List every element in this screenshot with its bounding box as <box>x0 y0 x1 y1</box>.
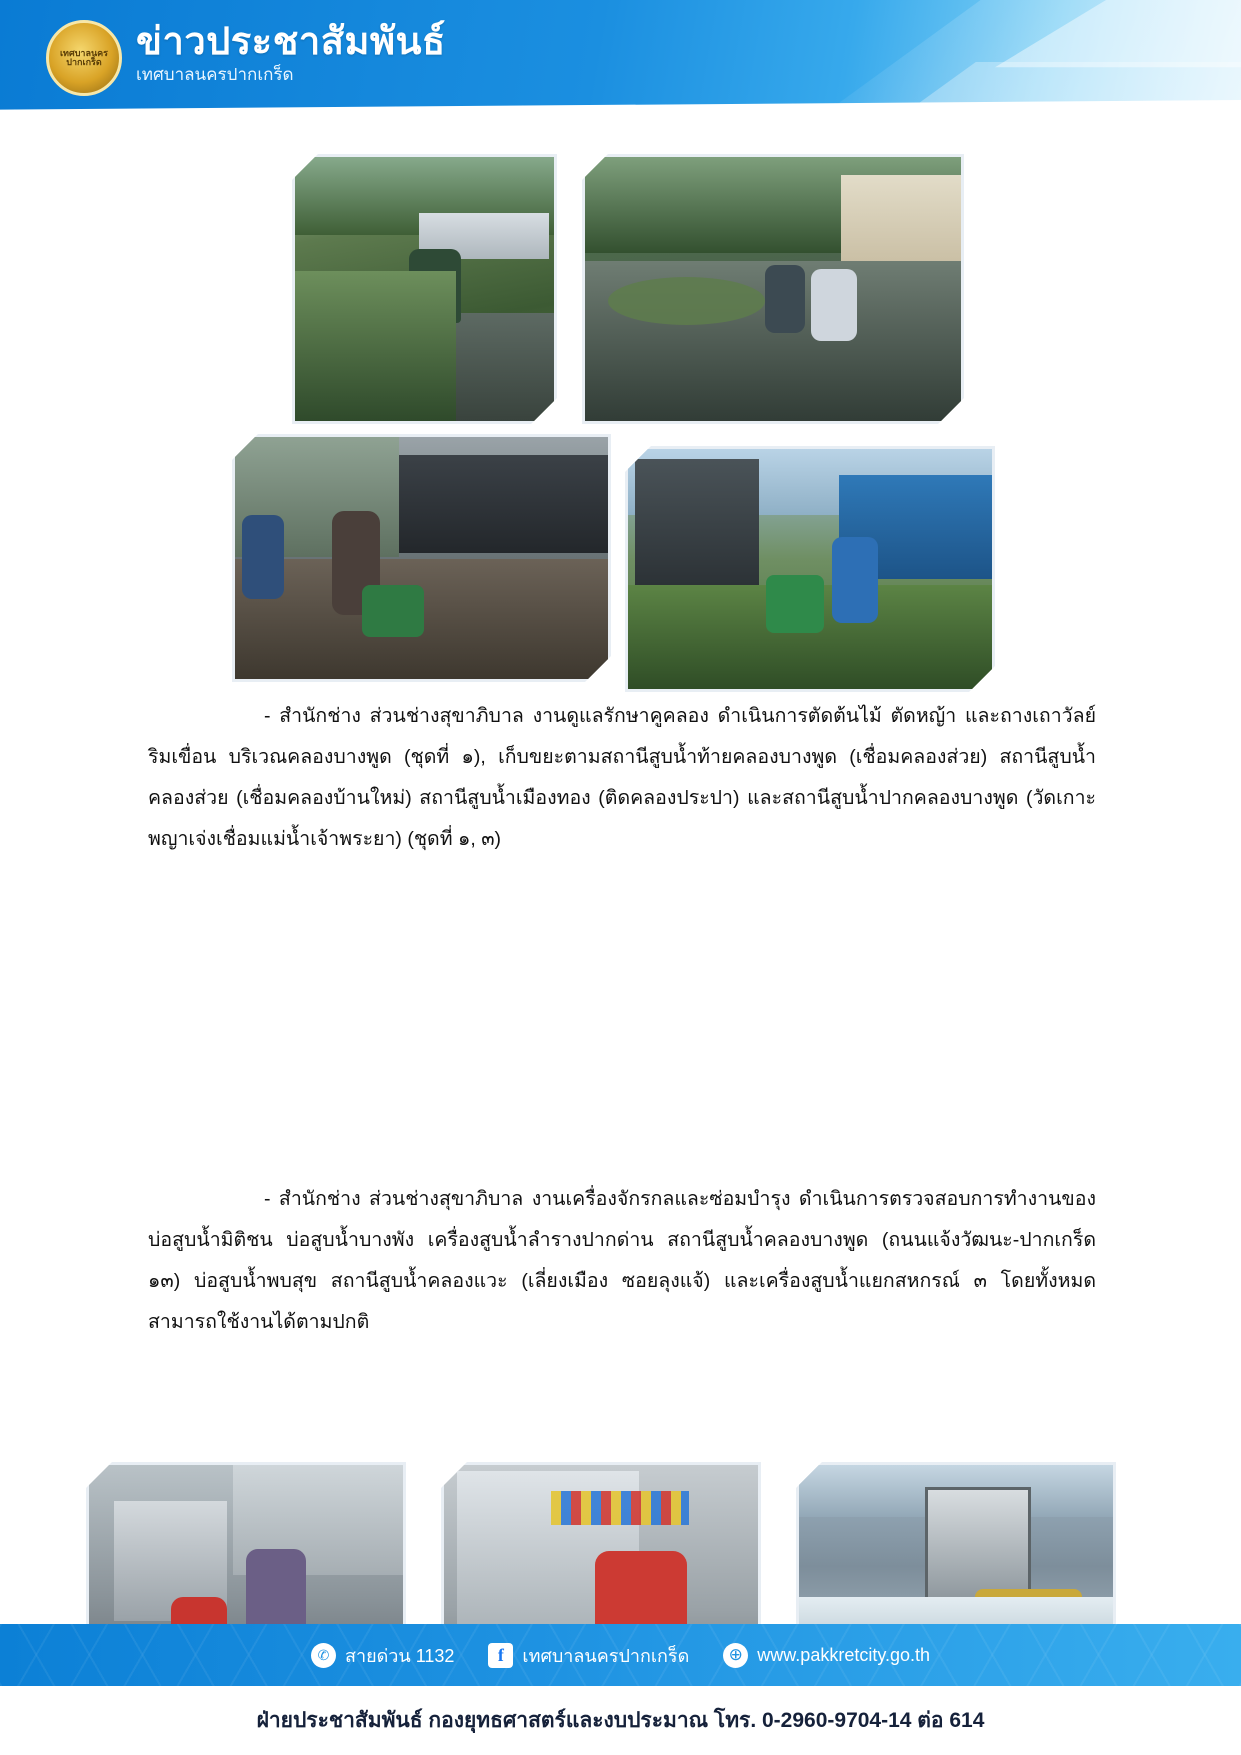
footer-facebook-label: เทศบาลนครปากเกร็ด <box>522 1645 690 1666</box>
photo-caption <box>585 402 961 417</box>
photo-worker-blue-shirt <box>832 537 878 623</box>
footer-hotline-label: สายด่วน 1132 <box>344 1645 455 1666</box>
facebook-icon: f <box>488 1643 513 1668</box>
page-header <box>0 0 1241 116</box>
municipality-seal-icon <box>46 20 122 96</box>
page-footer <box>0 1624 1241 1755</box>
photo-canal-tree-cutting <box>292 154 557 424</box>
seal-label: เทศบาลนครปากเกร็ด <box>59 47 108 67</box>
globe-icon: ⊕ <box>723 1643 748 1668</box>
photo-caption <box>235 660 608 675</box>
footer-department-note: ฝ่ายประชาสัมพันธ์ กองยุทธศาสตร์และงบประมาณ โทร. 0-2960-9704-14 ต่อ 614 <box>256 1709 985 1732</box>
photo-green-sack <box>766 575 824 633</box>
paragraph-text: - สำนักช่าง ส่วนช่างสุขาภิบาล งานเครื่องจักรกลและซ่อมบำรุง ดำเนินการตรวจสอบการทำงานของบ่อสูบน้ำมิติชน บ่อสูบน้ำบางพัง เครื่องสูบน้ำลำรางปากด่าน สถานีสูบน้ำคลองบางพูด (ถนนแจ้งวัฒนะ-ปากเกร็ด ๑๓) บ่อสูบน้ำพบสุข สถานีสูบน้ำคลองแวะ (เลี่ยงเมือง ซอยลุงแจ้) และเครื่องสูบน้ำแยกสหกรณ์ ๓ โดยทั้งหมดสามารถใช้งานได้ตามปกติ <box>148 1188 1096 1333</box>
paragraph-pump-maintenance <box>148 1179 1096 1343</box>
photo-group-canal-maintenance <box>0 116 1241 676</box>
photo-worker-blue <box>811 269 857 341</box>
footer-website-label: www.pakkretcity.go.th <box>757 1644 931 1665</box>
photo-machine-arm-layer <box>635 459 759 589</box>
photo-truck-body-layer <box>392 455 608 553</box>
page-subtitle: เทศบาลนครปากเกร็ด <box>136 64 294 84</box>
footer-contact-facebook[interactable] <box>488 1641 689 1670</box>
paragraph-text: - สำนักช่าง ส่วนช่างสุขาภิบาล งานดูแลรักษาคูคลอง ดำเนินการตัดต้นไม้ ตัดหญ้า และถางเถาวัลย์ริมเขื่อน บริเวณคลองบางพูด (ชุดที่ ๑), เก็บขยะตามสถานีสูบน้ำท้ายคลองบางพูด (เชื่อมคลองส่วย) สถานีสูบน้ำคลองส่วย (เชื่อมคลองบ้านใหม่) สถานีสูบน้ำเมืองทอง (ติดคลองประปา) และสถานีสูบน้ำปากคลองบางพูด (วัดเกาะพญาเจ่งเชื่อมแม่น้ำเจ้าพระยา) (ชุดที่ ๑, ๓) <box>148 705 1096 850</box>
photo-worker-dark <box>765 265 805 333</box>
footer-contact-hotline[interactable] <box>311 1641 454 1670</box>
photo-bush-layer <box>295 271 456 421</box>
page-title: ข่าวประชาสัมพันธ์ <box>136 21 446 63</box>
photo-worker-blue-left <box>242 515 284 599</box>
photo-canal-weed-removal <box>582 154 964 424</box>
photo-sluice-gate-layer <box>925 1487 1032 1605</box>
photo-caption <box>628 670 992 685</box>
photo-truck-loading-waste <box>232 434 611 682</box>
footer-contact-website[interactable] <box>723 1643 930 1668</box>
photo-waste-collection-crew <box>625 446 995 692</box>
paragraph-canal-maintenance <box>148 696 1096 860</box>
photo-floating-weeds <box>608 277 766 325</box>
header-title-group <box>136 22 446 84</box>
photo-green-basket <box>362 585 424 637</box>
photo-caption <box>295 402 554 417</box>
document-body <box>0 116 1241 1333</box>
footer-contact-list <box>0 1624 1241 1686</box>
phone-icon: ✆ <box>311 1643 336 1668</box>
photo-indicator-lights-layer <box>551 1491 689 1525</box>
